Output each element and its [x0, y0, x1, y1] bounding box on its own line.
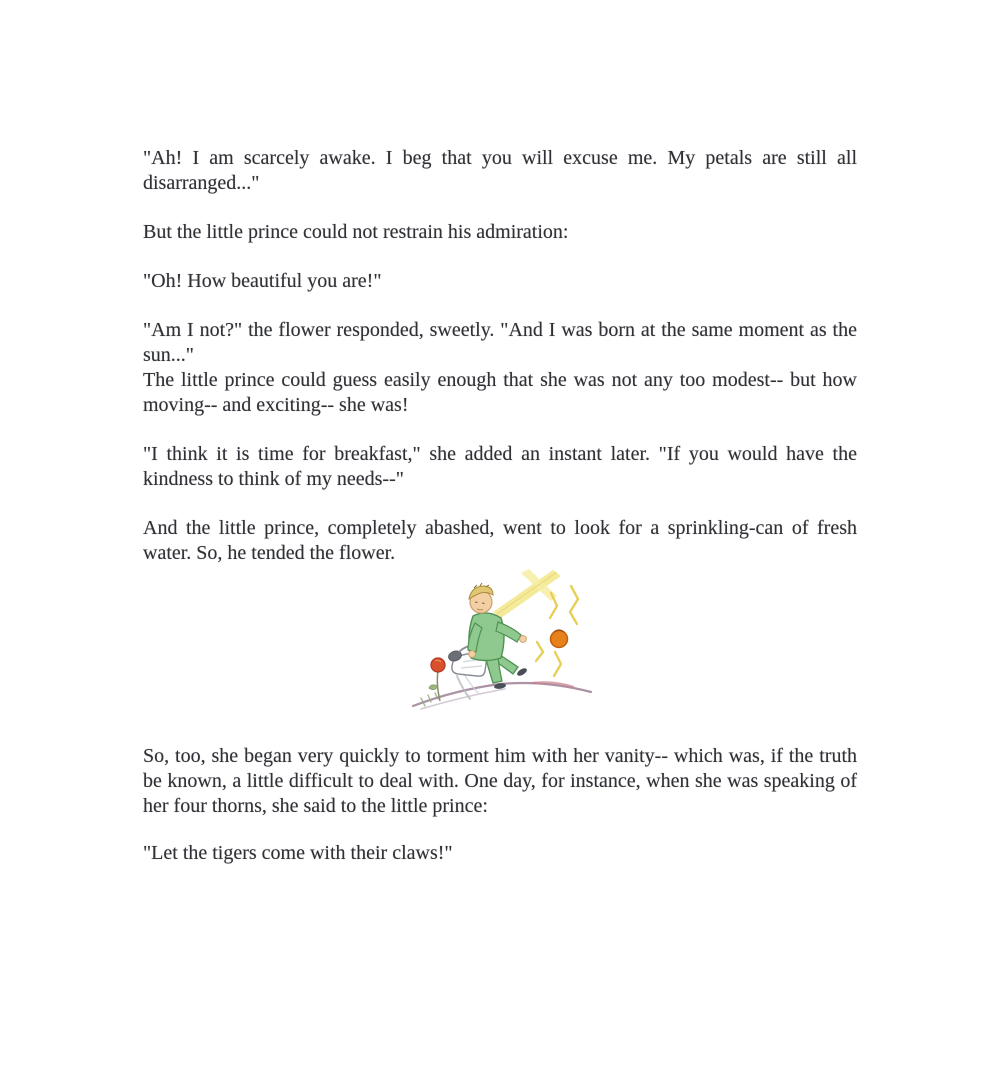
paragraph: And the little prince, completely abashed, went to look for a sprinkling-can of fresh water. So, he tended the flower. [143, 517, 857, 564]
paragraph: So, too, she began very quickly to torment him with her vanity-- which was, if the truth be known, a little difficult to deal with. One day, for instance, when she was speaking of her four thorns, she said to the little prince: [143, 745, 857, 817]
paragraph: "Let the tigers come with their claws!" [143, 842, 453, 864]
paragraph: "Ah! I am scarcely awake. I beg that you will excuse me. My petals are still all disarranged..." [143, 147, 857, 194]
little-prince-watering-flower-illustration [405, 566, 615, 714]
sun [551, 630, 568, 648]
paragraph: But the little prince could not restrain his admiration: [143, 221, 569, 243]
paragraph: "Am I not?" the flower responded, sweetly. "And I was born at the same moment as the sun..." [143, 319, 857, 366]
paragraph: "I think it is time for breakfast," she added an instant later. "If you would have the kindness to think of my needs--" [143, 443, 857, 490]
paragraph: "Oh! How beautiful you are!" [143, 270, 382, 292]
flower [429, 658, 445, 701]
paragraph: The little prince could guess easily enough that she was not any too modest-- but how moving-- and exciting-- she was! [143, 369, 857, 416]
